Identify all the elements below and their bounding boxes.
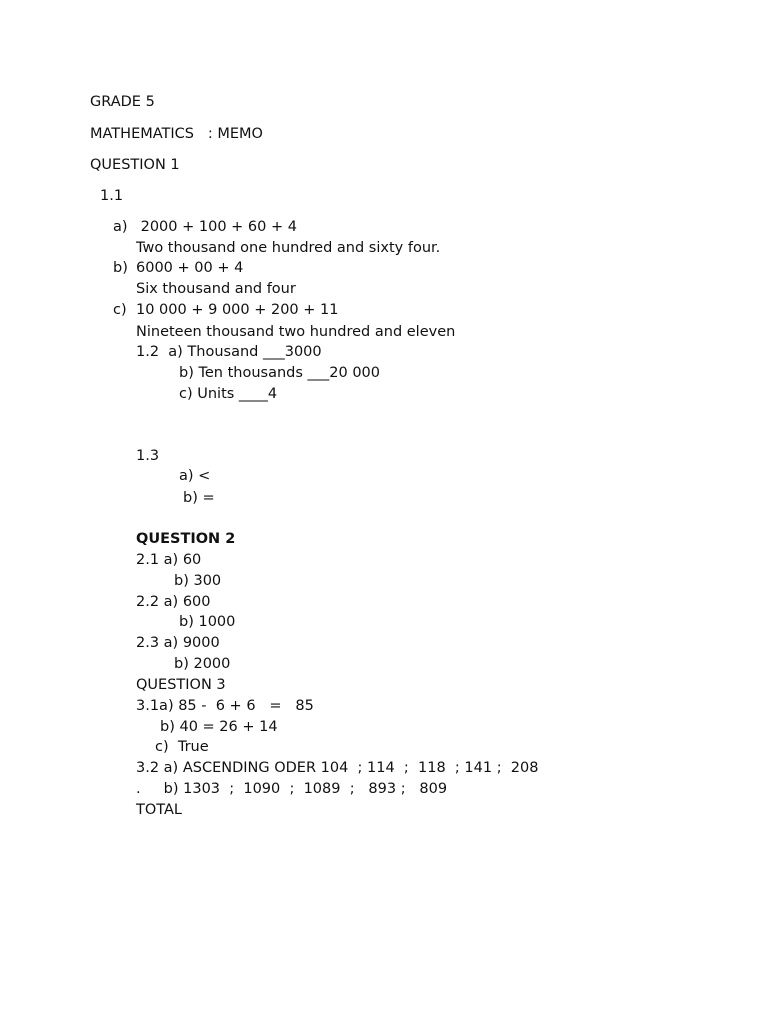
question-3-1-a: 3.1a) 85 - 6 + 6 = 85	[136, 698, 314, 714]
subject-line: MATHEMATICS : MEMO	[90, 126, 263, 142]
question-3-2-a: 3.2 a) ASCENDING ODER 104 ; 114 ; 118 ; 141 ; 208	[136, 760, 539, 776]
grade-line: GRADE 5	[90, 94, 155, 110]
question-2-2-a: 2.2 a) 600	[136, 594, 211, 610]
question-1-3-label: 1.3	[136, 448, 160, 464]
question-2-heading: QUESTION 2	[136, 531, 236, 547]
item-a-expression: 2000 + 100 + 60 + 4	[136, 219, 297, 235]
item-c-expression: 10 000 + 9 000 + 200 + 11	[136, 302, 339, 318]
question-1-3-a: a) <	[179, 468, 211, 484]
item-a-words: Two thousand one hundred and sixty four.	[136, 240, 441, 256]
question-1-2-a: 1.2 a) Thousand ___3000	[136, 344, 322, 360]
item-b-expression: 6000 + 00 + 4	[136, 260, 244, 276]
question-1-heading: QUESTION 1	[90, 157, 180, 173]
question-2-3-b: b) 2000	[174, 656, 231, 672]
item-b-words: Six thousand and four	[136, 281, 296, 297]
question-3-1-b: b) 40 = 26 + 14	[160, 719, 278, 735]
question-2-1-a: 2.1 a) 60	[136, 552, 202, 568]
question-2-3-a: 2.3 a) 9000	[136, 635, 220, 651]
question-1-2-c: c) Units ____4	[179, 386, 278, 402]
question-1-3-b: b) =	[183, 490, 215, 506]
question-2-1-b: b) 300	[174, 573, 222, 589]
question-2-2-b: b) 1000	[179, 614, 236, 630]
question-3-2-b: . b) 1303 ; 1090 ; 1089 ; 893 ; 809	[136, 781, 448, 797]
question-1-1-label: 1.1	[100, 188, 124, 204]
question-3-heading: QUESTION 3	[136, 677, 226, 693]
item-a-label: a)	[113, 219, 128, 235]
total-line: TOTAL	[136, 802, 182, 818]
question-3-1-c: c) True	[155, 739, 209, 755]
item-c-label: c)	[113, 302, 127, 318]
item-c-words: Nineteen thousand two hundred and eleven	[136, 324, 456, 340]
question-1-2-b: b) Ten thousands ___20 000	[179, 365, 381, 381]
item-b-label: b)	[113, 260, 128, 276]
